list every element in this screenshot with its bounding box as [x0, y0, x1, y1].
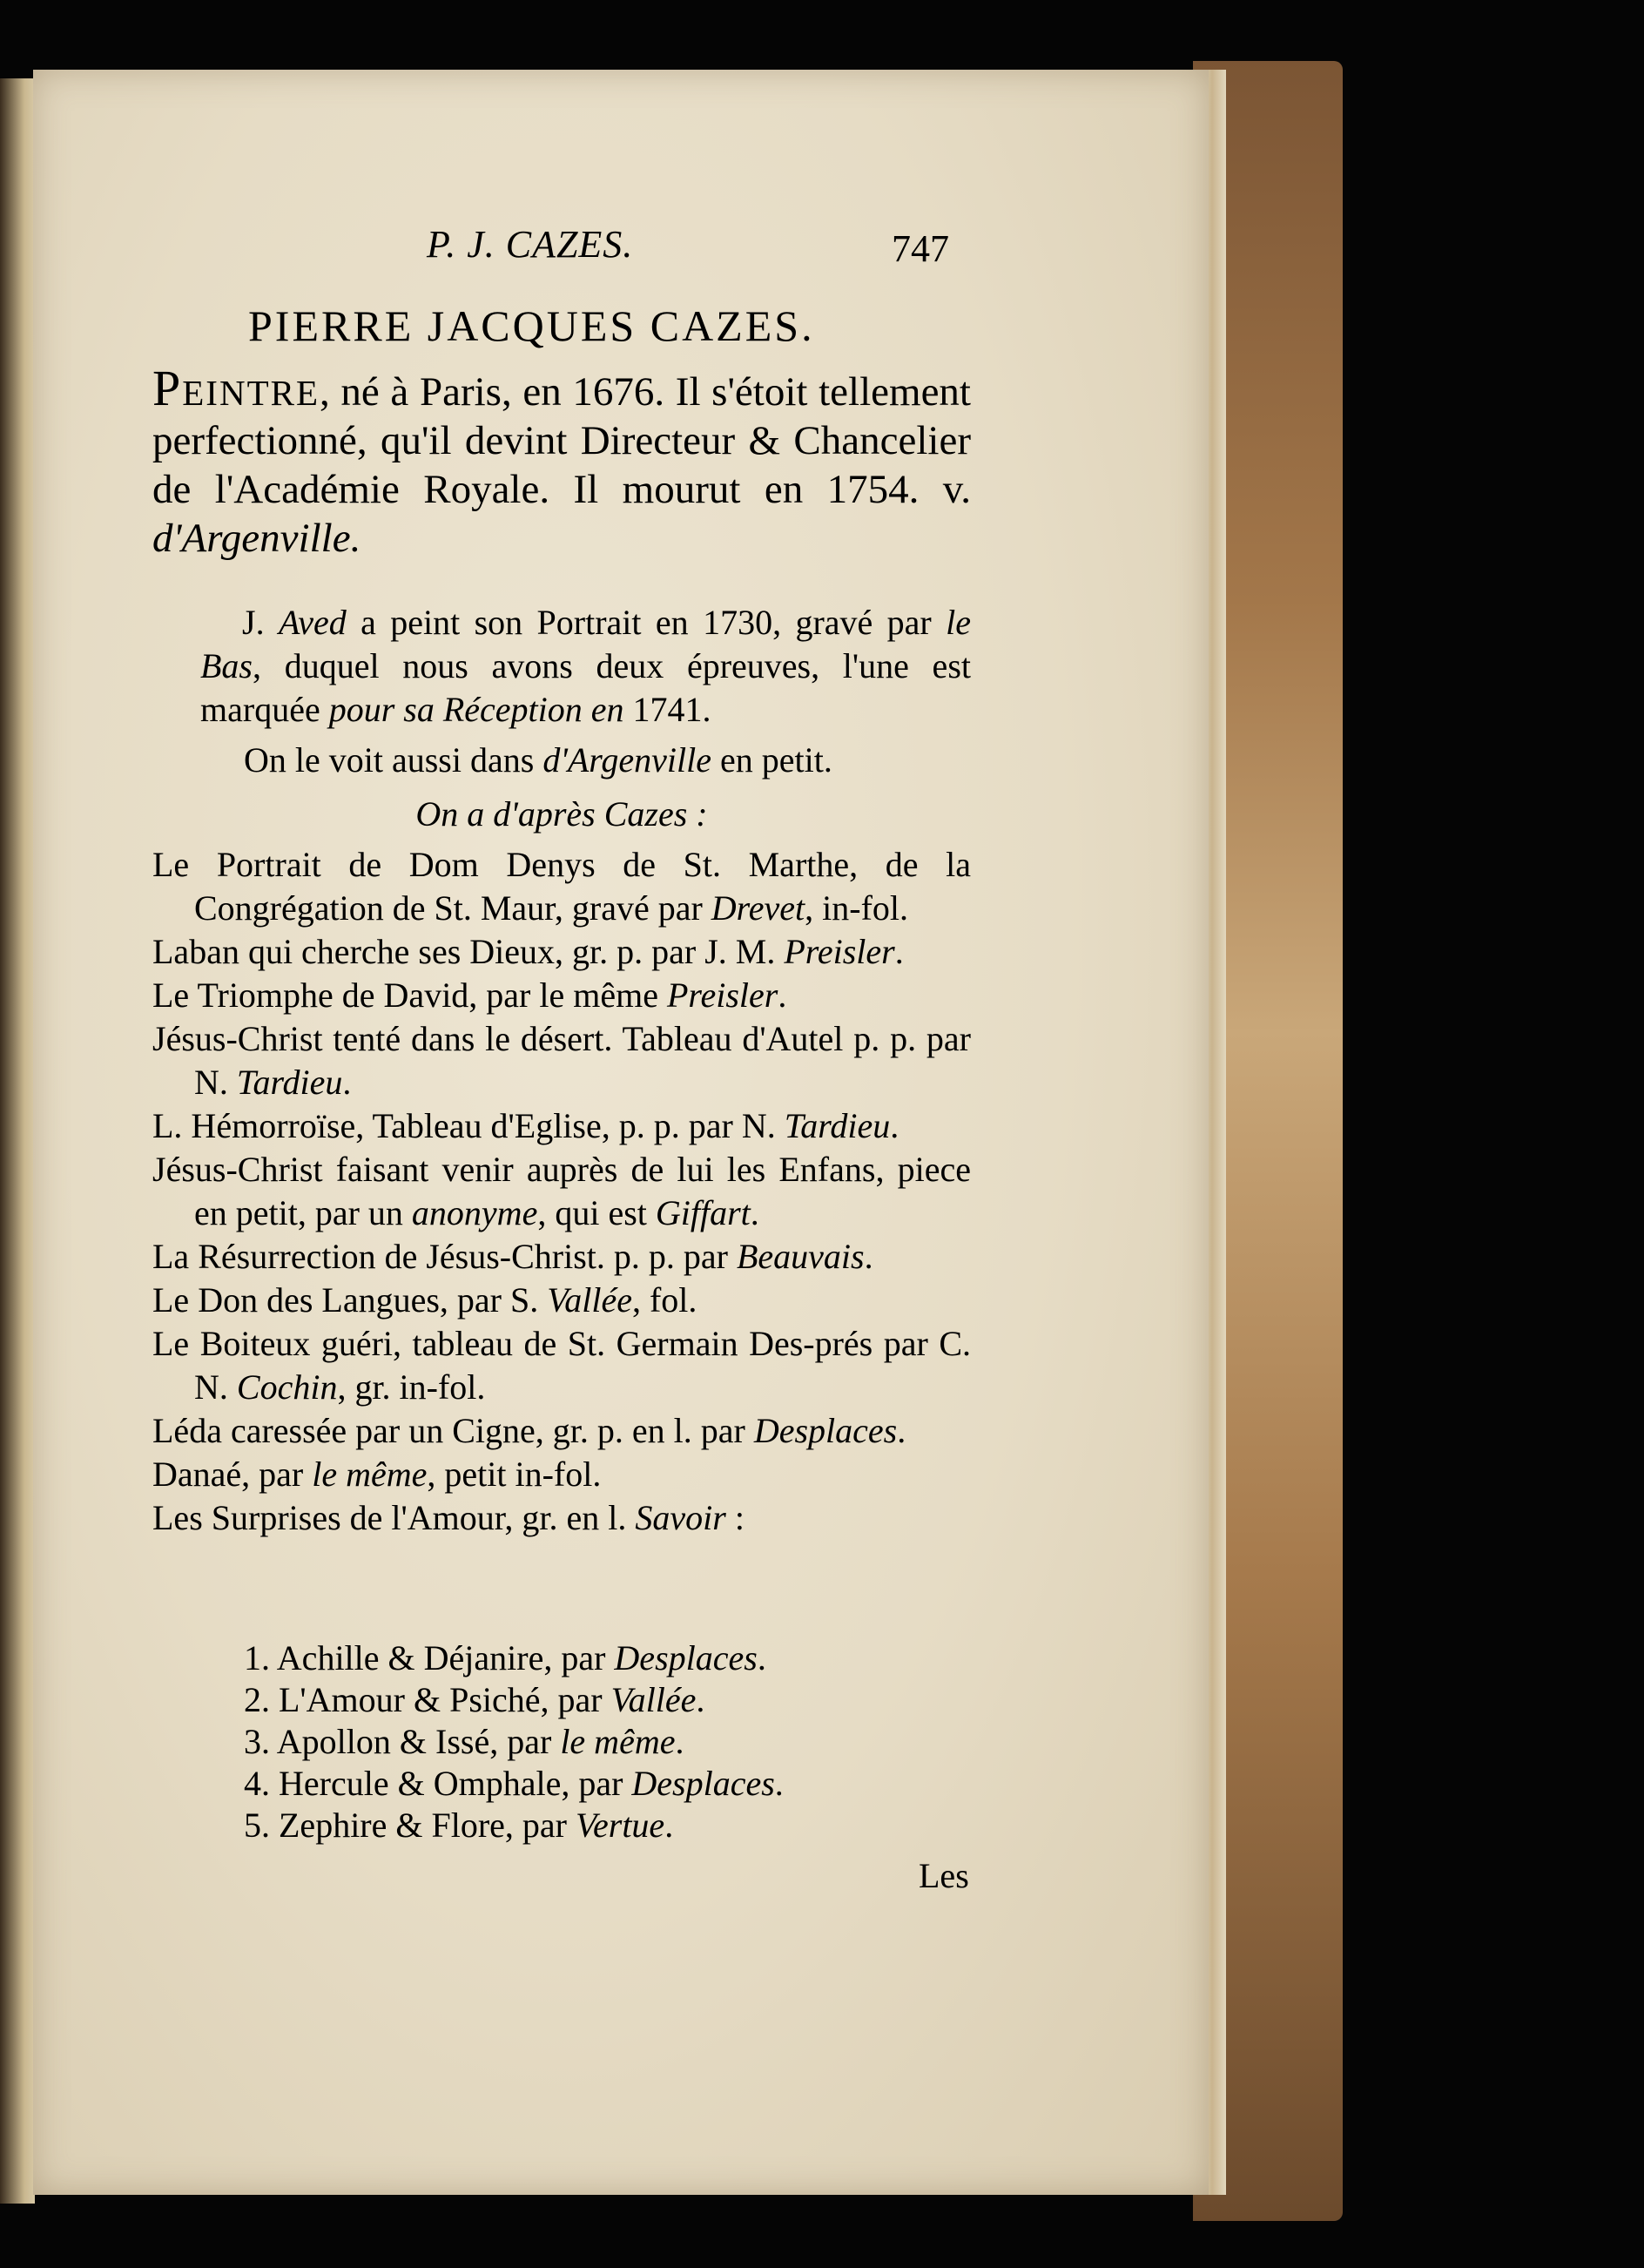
sub-list-item: 2. L'Amour & Psiché, par Vallée.: [244, 1680, 705, 1719]
list-item: Le Boiteux guéri, tableau de St. Germain Des-prés par C. N. Cochin, gr. in-fol.: [152, 1324, 971, 1407]
list-item: Le Triomphe de David, par le même Preisler.: [152, 975, 787, 1015]
list-item: Laban qui cherche ses Dieux, gr. p. par J. M. Preisler.: [152, 932, 904, 971]
list-item: Danaé, par le même, petit in-fol.: [152, 1455, 602, 1494]
list-item: La Résurrection de Jésus-Christ. p. p. par Beauvais.: [152, 1237, 873, 1276]
facing-page-edge: [0, 78, 35, 2204]
list-item: Léda caressée par un Cigne, gr. p. en l. par Desplaces.: [152, 1411, 906, 1450]
list-item: Le Portrait de Dom Denys de St. Marthe, de la Congrégation de St. Maur, gravé par Drevet, in-fol.: [152, 845, 971, 928]
intro-first-word: Peintre: [152, 360, 320, 416]
list-item: L. Hémorroïse, Tableau d'Eglise, p. p. par N. Tardieu.: [152, 1106, 899, 1145]
list-item: Jésus-Christ tenté dans le désert. Tableau d'Autel p. p. par N. Tardieu.: [152, 1019, 971, 1102]
entries-list: [152, 843, 971, 1540]
sub-list-item: 3. Apollon & Issé, par le même.: [244, 1722, 684, 1761]
subheading: On a d'après Cazes :: [415, 794, 708, 834]
list-item: Le Don des Langues, par S. Vallée, fol.: [152, 1280, 697, 1320]
page-number: 747: [892, 227, 949, 270]
list-item: Les Surprises de l'Amour, gr. en l. Savoir :: [152, 1498, 745, 1537]
portrait-note-2: On le voit aussi dans d'Argenville en petit.: [244, 740, 832, 780]
sub-list-item: 5. Zephire & Flore, par Vertue.: [244, 1806, 674, 1845]
page-title: PIERRE JACQUES CAZES.: [248, 301, 815, 350]
catchword: Les: [919, 1856, 969, 1895]
intro-paragraph: Peintre, né à Paris, en 1676. Il s'étoit tellement perfectionné, qu'il devint Directeur & Chancelier de l'Académie Royale. Il mourut en 1754. v. d'Argenville.: [152, 360, 971, 561]
sub-list-item: 1. Achille & Déjanire, par Desplaces.: [244, 1638, 766, 1677]
running-head: P. J. CAZES.: [427, 223, 634, 266]
list-item: Jésus-Christ faisant venir auprès de lui les Enfans, piece en petit, par un anonyme, qui est Giffart.: [152, 1150, 971, 1232]
portrait-note: J. Aved a peint son Portrait en 1730, gravé par le Bas, duquel nous avons deux épreuves, l'une est marquée pour sa Réception en 1741.: [200, 603, 972, 729]
sub-list-item: 4. Hercule & Omphale, par Desplaces.: [244, 1764, 784, 1803]
